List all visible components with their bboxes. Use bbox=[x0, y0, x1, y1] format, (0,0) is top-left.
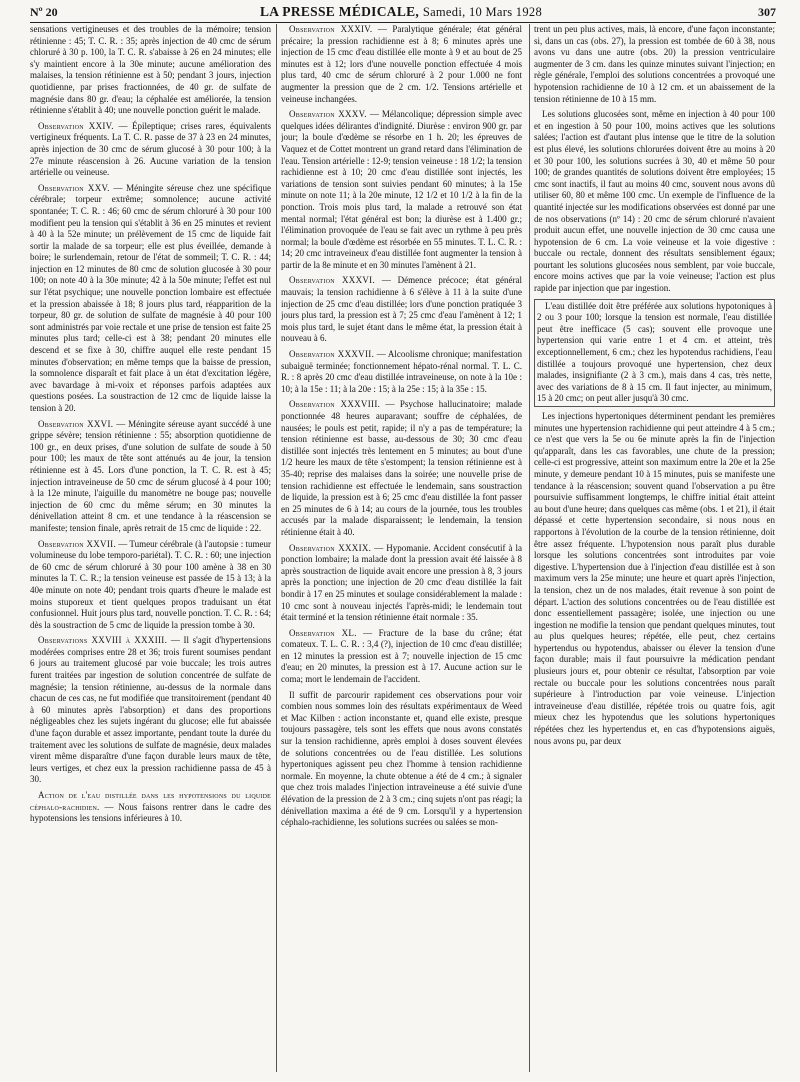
issue-number: Nº 20 bbox=[30, 5, 58, 19]
observation-label: Observation XL. bbox=[289, 627, 357, 638]
observation-label: Observation XXXIV. bbox=[289, 24, 373, 34]
observation-text: — Démence précoce; état général mauvais; la tension rachidienne à 6 s'élève à 11 à la suite d'une injection de 25 cmc d'eau distillée; lors d'une ponction pratiquée 3 jours plus tard, la pression est à 7; 25 cmc d'eau l'amènent à 12; 1 mois plus tard, le sujet étant dans le même état, la pression était à nouveau à 6. bbox=[281, 275, 522, 344]
observation-label: Observation XXVI. bbox=[38, 418, 114, 429]
paragraph: Il suffit de parcourir rapidement ces observations pour voir combien nous sommes loin des résultats expérimentaux de Weed et Mac Kilben : action inconstante et, quand elle existe, presque toujours passagère, tels sont les effets que nous avons constatés sur la tension rachidienne, après emploi à doses souvent élevées de solutions concentrées ou de l'eau distillée. Les solutions hypertoniques agissent peu chez l'homme à tension rachidienne normale. En moyenne, la chute obtenue a été de 4 cm.; à signaler que chez trois malades l'injection intraveineuse a été suivie d'une élévation de la pression de 2 à 3 cm.; cinq sujets n'ont pas réagi; la dénivellation maxima a été de 9 cm. Lorsqu'il y a hypertension céphalo-rachidienne, les solutions sucrées ou salées se mon- bbox=[281, 689, 522, 828]
observation-40 bbox=[281, 628, 522, 686]
journal-title bbox=[260, 4, 542, 20]
observation-text: — Épileptique; crises rares, équivalents vertigineux fréquents. La T. C. R. passe de 37 à 23 en 24 minutes, après injection de 30 cmc de sérum glucosé à 30 pour 100; à la 27e minute réascension à 26. Aucune variation de la tension artérielle ou veineuse. bbox=[30, 120, 271, 178]
observation-25 bbox=[30, 183, 271, 415]
observation-label: Observation XXV. bbox=[38, 182, 110, 193]
observation-27 bbox=[30, 539, 271, 632]
issue-date: Samedi, 10 Mars 1928 bbox=[422, 5, 542, 19]
observation-text: — Il s'agit d'hypertensions modérées comprises entre 28 et 36; trois furent soumises pendant 6 jours au traitement glucosé par voie buccale; les trois autres furent traitées par ingestion de solution concentrée de sulfate de magnésie; la tension rétinienne, au-dessus de la normale dans chacun de ces cas, ne fut modifiée que transitoirement (pendant 40 à 60 minutes après l'absorption) et dans des proportions négligeables chez les sujets ingérant du glucose; elle fut abaissée d'une façon durable et assez importante, pendant toute la durée du traitement avec les solutions de sulfate de magnésie, deux malades virent même disparaître d'une façon durable leurs maux de tête, leurs vertiges, et chez eux la pression rachidienne passa de 45 à 30. bbox=[30, 635, 271, 785]
paragraph: L'eau distillée doit être préférée aux solutions hypotoniques à 2 ou 3 pour 100; lorsque la tension est normale, l'eau distillée peut être inefficace (5 cas); souvent elle provoque une hypertension qui varie entre 1 et 4 cm. et atteint, très exceptionnellement, 6 cm.; chez les hypotendus rachidiens, l'eau distillée a toujours provoqué une hypertension, chez deux malades, insignifiante (2 à 3 cm.), mais dans 4 cas, très nette, avec des variations de 8 à 15 cm. Il faut injecter, au minimum, 15 à 20 cmc; on peut aller jusqu'à 30 cmc. bbox=[537, 300, 772, 404]
journal-name: LA PRESSE MÉDICALE, bbox=[260, 4, 420, 19]
section-action-eau-distillee bbox=[30, 790, 271, 825]
observation-label: Observation XXXVII. bbox=[289, 349, 375, 360]
observation-24 bbox=[30, 121, 271, 179]
observation-text: — Méningite séreuse chez une spécifique cérébrale; torpeur extrême; somnolence; aucune activité spontanée; T. C. R. : 46; 60 cmc de sérum chloruré à 30 pour 100 modifient peu la tension qui s'établit à 36 en 25 minutes et revient à 40 à la 52e minute; un prélèvement de 15 cmc de liquide fait sortir la malade de sa torpeur; elle est plus éveillée, demande à boire; le surlendemain, retour de l'état de sommeil; T. C. R. : 44; injection en 12 minutes de 80 cmc de solution glucosée à 30 pour 100; on note 40 à la 30e minute; 42 à la 50e minute; l'effet est nul sur l'état psychique; une nouvelle ponction lombaire est effectuée et la pression abaissée à 18; 8 jours plus tard, réapparition de la torpeur, 80 gr. de solution de sulfate de magnésie à 40 pour 100 sont administrés par voie rectale et une prise de tension est faite 25 minutes plus tard; celle-ci est à 38; pendant 20 minutes elle descend et se fixe à 30, chiffre auquel elle reste pendant 15 minutes d'observation; en même temps que la baisse de pression, la somnolence disparaît et fait place à un état d'excitation légère, avec bavardage à mi-voix et réponses parfois adaptées aux questions posées. La soustraction de 12 cmc de liquide laisse la tension à 20. bbox=[30, 182, 271, 413]
observation-label: Observation XXXIX. bbox=[289, 542, 372, 553]
observation-37 bbox=[281, 349, 522, 395]
section-title: Action de l'eau distillée dans les hypotensions du liquide céphalo-rachidien. bbox=[30, 790, 271, 812]
observation-text: — Mélancolique; dépression simple avec quelques idées délirantes d'indignité. Diurèse : environ 900 gr. par jour; la boule d'œdème se résorbe en 1 h. 20; les épreuves de Vaquez et de Cottet montrent un grand retard dans l'élimination de l'eau. Tension artérielle : 12-9; tension veineuse : 18 1/2; la tension rachidienne est à 10; 20 cmc d'eau distillée sont injectés, les variations de tension sont suivies pendant 60 minutes; à la 15e minute on note 11; à la 20e minute, 12 1/2 et 10 1/2 à la fin de la ponction. Trois mois plus tard, la malade a retrouvé son état mental normal; l'état général est bon; la diurèse est à 1.400 gr.; l'élimination provoquée de l'eau se fait avec un rythme à peu près normal; la boule d'œdème est résorbée en 55 minutes. T. L. C. R. : 14; 20 cmc intraveineux d'eau distillée font augmenter la tension à partir de la 8e minute et en 30 minutes l'amènent à 21. bbox=[281, 109, 522, 270]
observation-text: — Alcoolisme chronique; manifestation subaiguë terminée; fonctionnement hépato-rénal normal. T. L. C. R. : 8 après 20 cmc d'eau distillée intraveineuse, on note à la 10e : 10; à la 15e : 11; à la 20e : 15; à la 25e : 15; à la 35e : 15. bbox=[281, 349, 522, 394]
page-header bbox=[30, 4, 776, 23]
observation-26 bbox=[30, 419, 271, 535]
observation-label: Observation XXXVIII. bbox=[289, 399, 381, 410]
paragraph: Les injections hypertoniques déterminent pendant les premières minutes une hypertension rachidienne qui peut atteindre 4 à 5 cm.; ce n'est que vers la 5e ou 6e minute après la fin de l'injection qu'apparaît, dans les cas favorables, une chute de la pression; celle-ci est progressive, atteint son maximum entre la 20e et la 25e minute, y demeure pendant 10 à 15 minutes, puis se manifeste une tendance à la réascension; souvent quand l'observation a pu être poursuivie suffisamment longtemps, le chiffre initial était atteint au bout d'une heure; dans quelques cas même (obs. 1 et 21), il était dépassé et cette hypertension secondaire, si nous nous en rapportons à l'évolution de la courbe de la tension rétinienne, doit être assez fréquente. L'hypotension nous paraît plus durable lorsque les solutions concentrées sont introduites par voie digestive. L'hypertension due à l'injection d'eau distillée est à son maximum vers la 25e minute; une heure et quart après l'injection, la tension, chez un de nos malades, était revenue à son point de départ. L'action des solutions concentrées ou de l'eau distillée est donc essentiellement passagère; isolée, une injection ou une ingestion ne modifie la tension que pendant quelques minutes, tout au plus quelques heures; répétée, elle peut, chez certains hypertendus ou hypotendus, abaisser ou élever la tension d'une façon durable; mais il faut poursuivre la médication pendant plusieurs jours et, pour obtenir ce résultat, l'absorption par voie rectale ou buccale pour les solutions concentrées nous paraît supérieure à l'introduction par voie veineuse. L'injection intraveineuse d'eau distillée, répétée trois ou quatre fois, agit mieux chez les hypotendus que les solutions hypertoniques répétées chez les hypertendus et, en cas d'hypotensions aiguës, nous avons pu, par deux bbox=[534, 411, 775, 746]
observation-34 bbox=[281, 24, 522, 105]
observation-text: — Paralytique générale; état général précaire; la pression rachidienne est à 8; 6 minutes après une injection de 15 cmc d'eau distillée elle monte à 9 et au bout de 25 minutes est à 12; lors d'une nouvelle ponction effectuée 4 mois plus tard, 40 cmc de sérum chloruré à 2 pour 1.000 ne font augmenter la pression que de 2 cm. 1/2. Tensions artérielle et veineuse inchangées. bbox=[281, 24, 522, 104]
observation-38 bbox=[281, 399, 522, 538]
observation-label: Observation XXVII. bbox=[38, 538, 116, 549]
paragraph: Les solutions glucosées sont, même en injection à 40 pour 100 et en ingestion à 50 pour 100, moins actives que les solutions salées; l'action est d'autant plus intense que le titre de la solution est plus élevé, les solutions chlorurées doivent être au moins à 20 et 30 pour 100, les solutions sucrées à 30, 40 et même 50 pour 100; de grandes quantités de solutions doivent être employées; 15 cmc sont inactifs, il faut au moins 40 cmc, souvent nous avons dû utiliser 60, 80 et même 100 cmc. Un exemple de l'influence de la quantité injectée sur les modifications observées est donné par une de nos observations (nº 14) : 20 cmc de sérum chloruré n'avaient produit aucun effet, une nouvelle injection de 30 cmc causa une hypotension de 6 cm. La voie veineuse et la voie digestive : buccale ou rectale, donnent des résultats sensiblement égaux; pourtant les solutions glucosées nous semblent, par voie buccale, encore moins actives que par la voie veineuse; l'action est plus rapide par injection que par ingestion. bbox=[534, 109, 775, 294]
paragraph: sensations vertigineuses et des troubles de la mémoire; tension rétinienne : 45; T. C. R. : 35; après injection de 40 cmc de sérum chloruré à 30 p. 100, la T. C. R. s'abaisse à 26 en 24 minutes; elle s'y maintient encore à la 30e minute; aucune amélioration des malaises, la tension rétinienne est à 50; pendant 3 jours, injection quotidienne, par prises fractionnées, de 40 gr. de sulfate de magnésie dans 80 gr. d'eau; la céphalée est améliorée, la tension rétinienne s'établit à 40; une nouvelle ponction guérit le malade. bbox=[30, 24, 271, 116]
observation-35 bbox=[281, 109, 522, 271]
page-number: 307 bbox=[758, 5, 776, 19]
observation-36 bbox=[281, 275, 522, 345]
observation-39 bbox=[281, 543, 522, 624]
observation-text: — Méningite séreuse ayant succédé à une grippe sévère; tension rétinienne : 55; absorption quotidienne de 100 gr., en deux prises, d'une solution de sulfate de soude à 50 pour 100; les maux de tête sont atténués au 4e jour, la tension rétinienne est à 45. Lors d'une ponction, la T. C. R. est à 45; injection intraveineuse de 50 cmc de sérum glucosé à 4 pour 100; à la 12e minute, l'aiguille du manomètre ne bouge pas; nouvelle injection de 60 cmc du même sérum; en 30 minutes la dénivellation atteint 8 cm. et une tendance à la réascension se manifeste; tension finale, après retrait de 15 cmc de liquide : 22. bbox=[30, 418, 271, 533]
column-rule bbox=[529, 24, 530, 1072]
column-1 bbox=[30, 24, 271, 1076]
observation-28-33 bbox=[30, 635, 271, 786]
column-rule bbox=[276, 24, 277, 1072]
observation-label: Observations XXVIII à XXXIII. bbox=[38, 635, 168, 646]
section-text: — Nous faisons rentrer dans le cadre des hypotensions les tensions inférieures à 10. bbox=[30, 801, 271, 824]
paragraph: trent un peu plus actives, mais, là encore, d'une façon inconstante; si, dans un cas (obs. 27), la pression est tombée de 60 à 38, nous avons vu dans une autre (obs. 20) la pression ventriculaire augmenter de 3 cm. dans les quinze minutes suivant l'injection; en règle générale, l'emploi des solutions concentrées a provoqué une hypotension rachidienne de 10 à 12 cm. et un abaissement de la tension rétinienne de 10 à 15 mm. bbox=[534, 24, 775, 104]
column-3 bbox=[534, 24, 775, 1076]
observation-text: — Psychose hallucinatoire; malade ponctionnée 48 heures auparavant; souffre de céphalées, de nausées; le pouls est petit, rapide; il n'y a pas de température; la tension rétinienne est basse, au-dessous de 30; 30 cmc d'eau distillée sont injectés très lentement en 5 minutes; au bout d'une 1/2 heure les maux de tête s'estompent; la tension rétinienne est à 35-40; reprise des malaises dans la soirée; une nouvelle prise de tension rachidienne est effectuée le lendemain, sans soustraction de liquide, la pression est à 6; 25 cmc d'eau distillée la font passer en 25 minutes de 6 à 14; au cours de la journée, tous les troubles accusés par la malade disparaissent; le lendemain, la tension rétinienne était à 40. bbox=[281, 399, 522, 537]
observation-text: — Hypomanie. Accident consécutif à la ponction lombaire; la malade dont la pression avait été laissée à 8 après soustraction de liquide avait encore une pression à 8, 3 jours après la ponction; une injection de 20 cmc d'eau distillée la fait bondir à 17 en 25 minutes et soulage considérablement la malade : 10 cmc sont à nouveau injectés l'après-midi; le lendemain tout était terminé et la tension rétinienne était normale : 35. bbox=[281, 542, 522, 623]
article-columns bbox=[30, 24, 776, 1076]
observation-text: — Fracture de la base du crâne; état comateux. T. L. C. R. : 3,4 (?), injection de 10 cmc d'eau distillée; en 12 minutes la pression est à 7; nouvelle injection de 15 cmc d'eau; en 20 minutes, la pression est à 17. Aucune action sur le coma; mort le lendemain de l'accident. bbox=[281, 627, 522, 685]
observation-label: Observation XXXV. bbox=[289, 109, 367, 120]
observation-label: Observation XXIV. bbox=[38, 120, 114, 131]
observation-label: Observation XXXVI. bbox=[289, 275, 376, 286]
boxed-paragraph bbox=[534, 299, 775, 407]
column-2 bbox=[281, 24, 522, 1076]
observation-text: — Tumeur cérébrale (à l'autopsie : tumeur volumineuse du lobe temporo-pariétal). T. C. R. : 60; une injection de 60 cmc de sérum chloruré à 30 pour 100 amène à 38 en 30 minutes la T. C. R.; la tension veineuse est passée de 15 à 13; à la 40e minute on note 40; pendant trois quarts d'heure le malade est moins stuporeux et tient quelques propos traduisant un état confusionnel. Huit jours plus tard, nouvelle ponction. T. C. R. : 64; dès la soustraction de 5 cmc de liquide la pression tombe à 30. bbox=[30, 538, 271, 630]
